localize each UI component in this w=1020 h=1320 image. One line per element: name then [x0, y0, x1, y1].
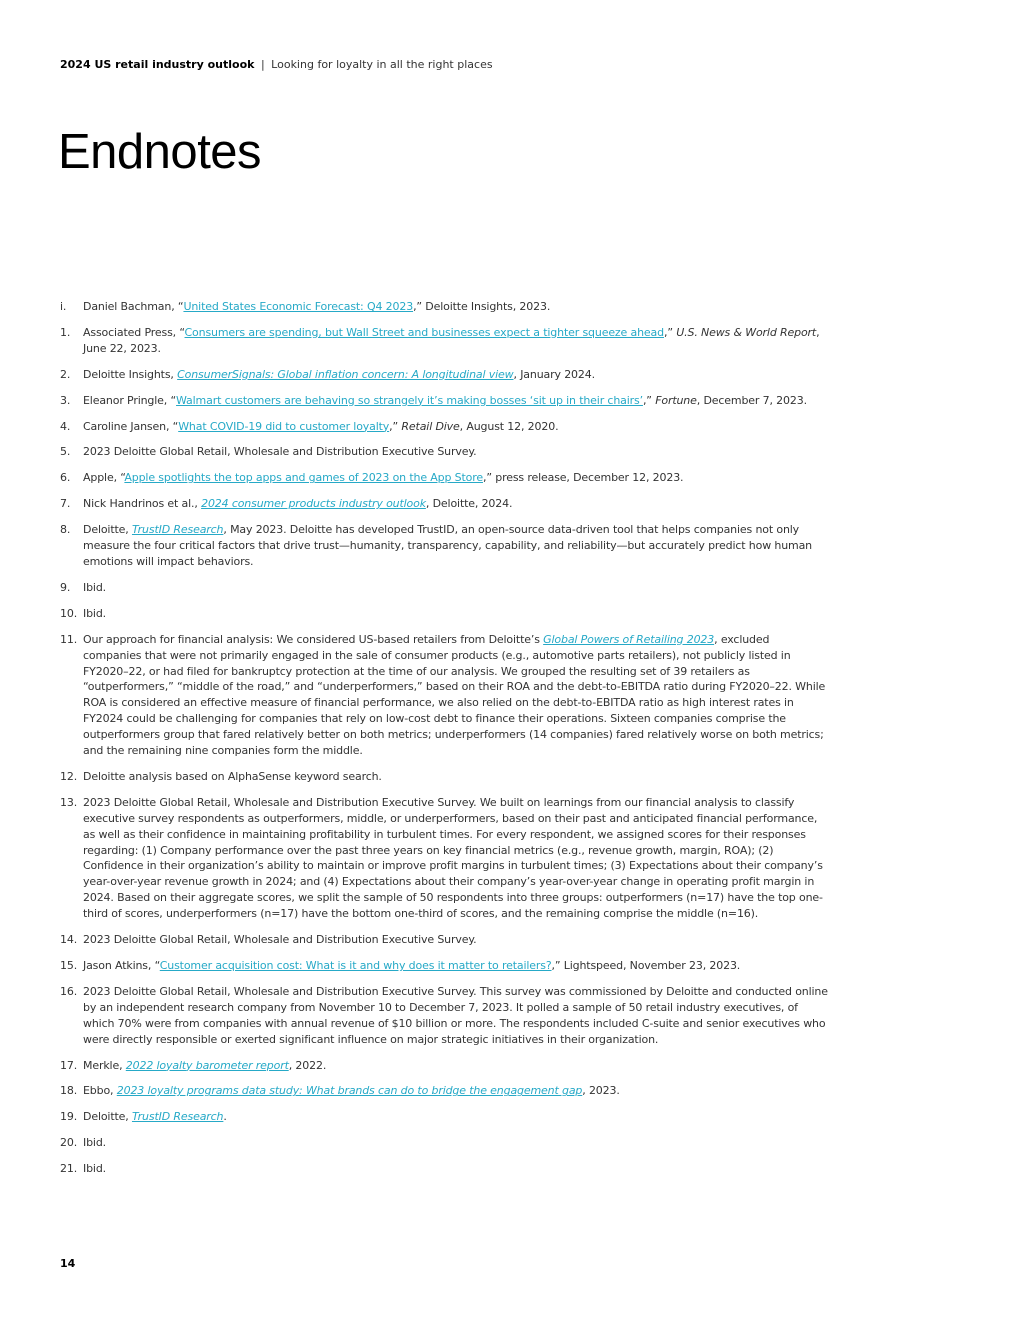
endnote-text-part: Merkle, [83, 1058, 126, 1072]
endnote-number: 15. [60, 959, 78, 972]
page-number: 14 [60, 1257, 76, 1270]
endnote-text-part: Apple, “ [83, 471, 125, 485]
endnote-item [60, 795, 830, 922]
endnote-text-part: Daniel Bachman, “ [83, 300, 184, 313]
endnote-text-part: Deloitte, [83, 523, 132, 537]
endnote-text [83, 769, 830, 785]
endnote-text [83, 325, 830, 357]
endnote-text-part: Ibid. [83, 606, 107, 620]
endnote-number: 13. [60, 795, 78, 809]
endnote-text [83, 1161, 830, 1177]
header-separator: | [260, 58, 265, 71]
endnote-number: 17. [60, 1058, 78, 1072]
endnote-text-part: , 2022. [288, 1058, 327, 1072]
endnote-text-part: , August 12, 2020. [459, 419, 559, 433]
endnote-number: 10. [60, 606, 78, 620]
endnote-item [60, 325, 830, 357]
endnote-item [60, 419, 830, 435]
endnote-item [60, 958, 830, 974]
running-header [60, 58, 493, 71]
endnote-number: 8. [60, 523, 71, 537]
endnote-text-part: , excluded companies that were not primarily engaged in the sale of consumer products (e.g., automotive parts retailers), not publicly listed in FY2020–22, or had filed for bankruptcy protection at the time of our analysis. We grouped the resulting set of 39 retailers as “outperformers,” “middle of the road,” and “underperformers,” based on their ROA and the debt-to-EBITDA ratio during FY2020–22. While ROA is considered an effective measure of financial performance, we also relied on the debt-to-EBITDA ratio as high interest rates in FY2024 could be challenging for companies that rely on low-cost debt to finance their operations. Sixteen companies comprise the outperformers group that fared relatively better on both metrics; underperformers (14 companies) fared relatively worse on both metrics; and the remaining nine companies form the middle. [83, 632, 826, 758]
endnote-text-part: , December 7, 2023. [696, 393, 807, 407]
endnote-link[interactable]: 2023 loyalty programs data study: What brands can do to bridge the engagement gap [116, 1084, 583, 1098]
endnote-text-part: Ibid. [83, 1136, 107, 1150]
endnote-text [83, 958, 830, 974]
endnote-number: 7. [60, 497, 71, 511]
endnote-link[interactable]: United States Economic Forecast: Q4 2023 [183, 300, 414, 313]
endnote-link[interactable]: Customer acquisition cost: What is it and why does it matter to retailers? [159, 959, 552, 972]
endnote-text-part: Associated Press, “ [83, 325, 185, 339]
endnote-item [60, 580, 830, 596]
endnote-text [83, 580, 830, 596]
endnote-number: 14. [60, 933, 78, 947]
endnote-text-part: , 2023. [582, 1084, 620, 1098]
endnote-text [83, 932, 830, 948]
endnote-text [83, 632, 830, 759]
endnote-text [83, 984, 830, 1048]
endnote-text-part: 2023 Deloitte Global Retail, Wholesale and Distribution Executive Survey. We built on learnings from our financial analysis to classify executive survey respondents as outperformers, middle, or underperformers, based on their past and anticipated financial performance, as well as their confidence in maintaining profitability in turbulent times. For every respondent, we assigned scores for their responses regarding: (1) Company performance over the past three years on key financial metrics (e.g., revenue growth, margin, ROA); (2) Confidence in their organization’s ability to maintain or improve profit margins in turbulent times; (3) Expectations about their company’s year-over-year revenue growth in 2024; and (4) Expectations about their company’s year-over-year change in operating profit margin in 2024. Based on their aggregate scores, we split the sample of 50 respondents into three groups: outperformers (n=17) have the top one-third of scores, underperformers (n=17) have the bottom one-third of scores, and the remaining comprise the middle (n=16). [83, 795, 823, 921]
endnote-number: 2. [60, 367, 71, 381]
endnote-text-part: ,” [663, 325, 677, 339]
endnote-text [83, 470, 830, 486]
endnote-text-part: ,” press release, December 12, 2023. [483, 471, 684, 485]
endnote-item [60, 984, 830, 1048]
endnote-publication: Fortune [655, 393, 697, 407]
endnote-number: 3. [60, 393, 71, 407]
endnote-item [60, 606, 830, 622]
endnote-text-part: ,” Lightspeed, November 23, 2023. [551, 959, 741, 972]
endnote-text [83, 606, 830, 622]
endnote-item [60, 1135, 830, 1151]
endnote-text [83, 1109, 830, 1125]
endnote-number: 11. [60, 632, 78, 646]
report-title: 2024 US retail industry outlook [60, 58, 255, 71]
endnote-number: i. [60, 300, 67, 313]
endnote-publication: U.S. News & World Report [676, 325, 817, 339]
endnote-text [83, 1058, 830, 1074]
endnote-text-part: Deloitte, [83, 1110, 132, 1124]
endnote-item [60, 470, 830, 486]
endnote-text-part: , May 2023. Deloitte has developed TrustID, an open-source data-driven tool that helps companies not only measure the four critical factors that drive trust—humanity, transparency, capability, and reliability—but accurately predict how human emotions will impact behaviors. [83, 523, 813, 568]
endnote-text-part: 2023 Deloitte Global Retail, Wholesale and Distribution Executive Survey. This survey was commissioned by Deloitte and conducted online by an independent research company from November 10 to December 7, 2023. It polled a sample of 50 retail industry executives, of which 70% were from companies with annual revenue of $10 billion or more. The respondents included C-suite and senior executives who were directly responsible or exerted significant influence on major strategic initiatives in their organization. [83, 984, 828, 1046]
endnote-text [83, 496, 830, 512]
endnote-item [60, 367, 830, 383]
endnote-number: 18. [60, 1084, 78, 1098]
endnote-number: 5. [60, 445, 71, 459]
endnote-link[interactable]: Consumers are spending, but Wall Street and businesses expect a tighter squeeze ahead [184, 325, 664, 339]
endnote-link[interactable]: 2024 consumer products industry outlook [201, 497, 426, 511]
endnote-text [83, 299, 830, 315]
endnote-text [83, 393, 830, 409]
page-title: Endnotes [58, 125, 262, 179]
endnote-text [83, 1135, 830, 1151]
endnote-item [60, 444, 830, 460]
endnote-link[interactable]: ConsumerSignals: Global inflation concern: A longitudinal view [177, 367, 514, 381]
endnote-link[interactable]: Global Powers of Retailing 2023 [543, 632, 715, 646]
endnote-text-part: Caroline Jansen, “ [83, 419, 179, 433]
endnote-item [60, 632, 830, 759]
endnote-number: 12. [60, 769, 78, 783]
endnote-link[interactable]: Apple spotlights the top apps and games of 2023 on the App Store [124, 471, 483, 485]
endnote-text-part: Eleanor Pringle, “ [83, 393, 177, 407]
endnote-item [60, 932, 830, 948]
endnote-item [60, 1161, 830, 1177]
endnote-text-part: 2023 Deloitte Global Retail, Wholesale and Distribution Executive Survey. [83, 445, 477, 459]
endnote-text-part: , Deloitte, 2024. [425, 497, 513, 511]
endnote-number: 1. [60, 325, 71, 339]
endnote-text [83, 1083, 830, 1099]
endnote-item [60, 769, 830, 785]
endnote-text-part: 2023 Deloitte Global Retail, Wholesale and Distribution Executive Survey. [83, 933, 477, 947]
endnote-text-part: . [223, 1110, 227, 1124]
endnote-text-part: ,” Deloitte Insights, 2023. [413, 300, 551, 313]
endnote-link[interactable]: What COVID-19 did to customer loyalty [178, 419, 390, 433]
endnote-text-part: Deloitte Insights, [83, 367, 178, 381]
endnote-text-part: Our approach for financial analysis: We considered US-based retailers from Deloitte’s [83, 632, 544, 646]
endnote-item [60, 1083, 830, 1099]
endnote-text-part: Ebbo, [83, 1084, 117, 1098]
endnote-item [60, 496, 830, 512]
endnote-number: 20. [60, 1136, 78, 1150]
endnote-number: 4. [60, 419, 71, 433]
endnote-text-part: Ibid. [83, 580, 107, 594]
endnote-link[interactable]: 2022 loyalty barometer report [125, 1058, 289, 1072]
endnotes-list [60, 299, 830, 1187]
endnote-text [83, 795, 830, 922]
endnote-item [60, 393, 830, 409]
endnote-text-part: , June 22, 2023. [83, 325, 820, 355]
endnote-item [60, 1109, 830, 1125]
endnote-text [83, 367, 830, 383]
endnote-text [83, 522, 830, 570]
endnote-text-part: Jason Atkins, “ [83, 959, 160, 972]
endnote-number: 16. [60, 984, 78, 998]
endnote-number: 6. [60, 471, 71, 485]
endnote-text-part: , January 2024. [513, 367, 595, 381]
endnote-text-part: Nick Handrinos et al., [83, 497, 202, 511]
endnote-link[interactable]: TrustID Research [131, 1110, 224, 1124]
endnote-text-part: Ibid. [83, 1162, 107, 1176]
report-subtitle: Looking for loyalty in all the right places [271, 58, 493, 71]
endnote-text [83, 419, 830, 435]
endnote-number: 21. [60, 1162, 78, 1176]
endnote-text [83, 444, 830, 460]
endnote-publication: Retail Dive [401, 419, 460, 433]
endnote-link[interactable]: Walmart customers are behaving so strangely it’s making bosses ‘sit up in their chairs’ [176, 393, 643, 407]
endnote-number: 19. [60, 1110, 78, 1124]
endnote-text-part: ,” [389, 419, 402, 433]
endnote-item [60, 1058, 830, 1074]
endnote-text-part: ,” [642, 393, 656, 407]
endnote-item [60, 522, 830, 570]
endnote-link[interactable]: TrustID Research [131, 523, 224, 537]
endnote-item [60, 299, 830, 315]
endnote-text-part: Deloitte analysis based on AlphaSense keyword search. [83, 769, 382, 783]
endnote-number: 9. [60, 580, 71, 594]
